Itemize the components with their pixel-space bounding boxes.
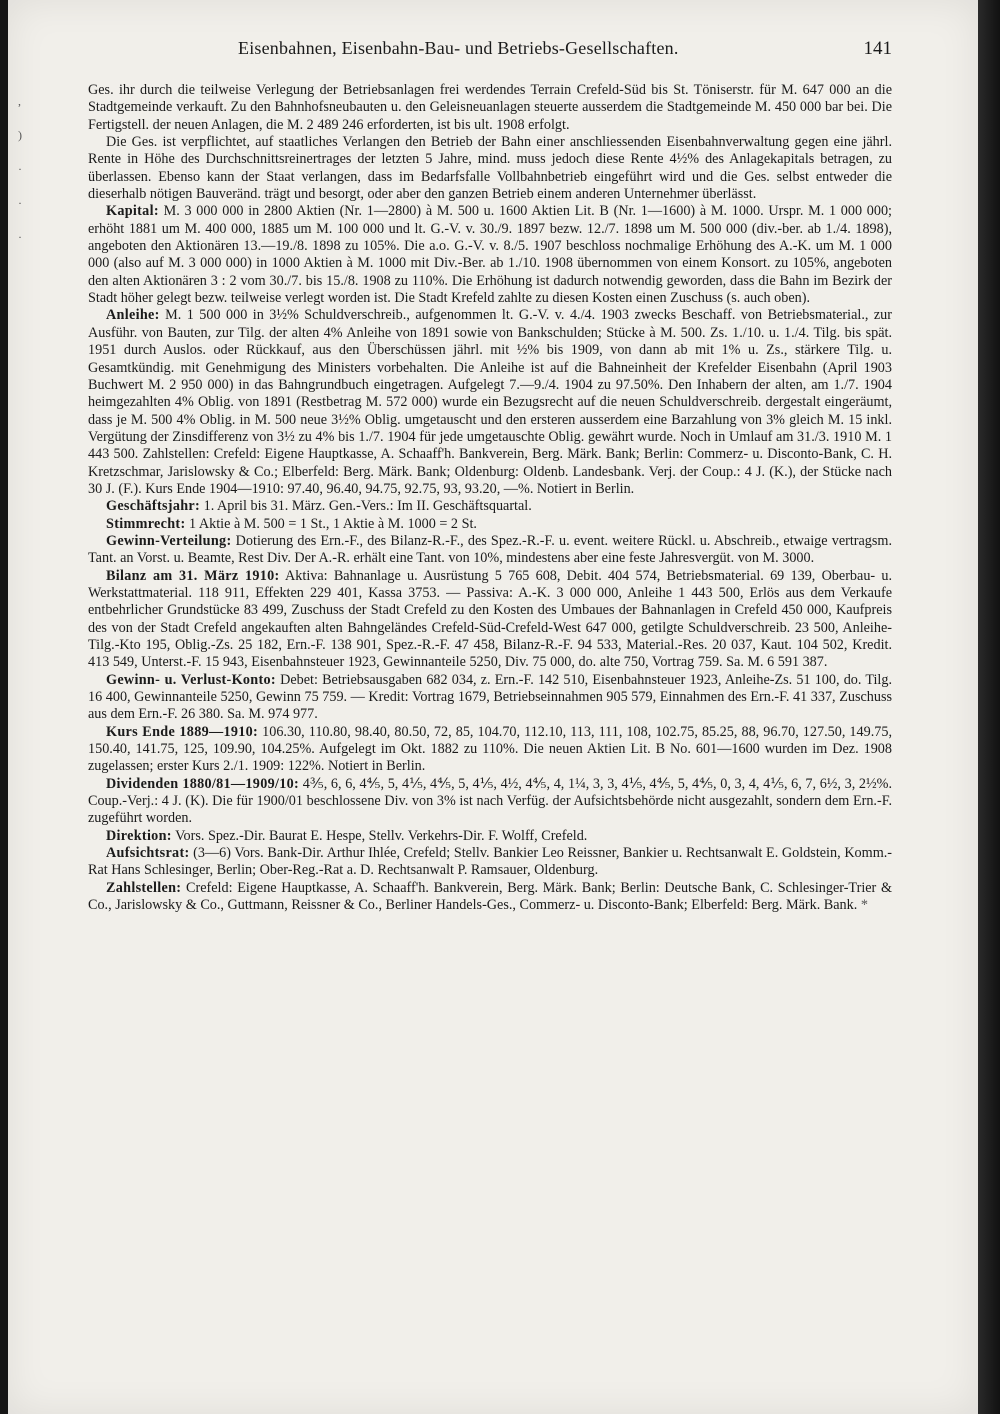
section-label: Bilanz am 31. März 1910: xyxy=(106,567,280,584)
paragraph-geschaeftsjahr xyxy=(88,498,892,515)
paragraph-zahlstellen xyxy=(88,880,892,915)
paragraph-dividenden xyxy=(88,776,892,828)
running-title: Eisenbahnen, Eisenbahn-Bau- und Betriebs-Gesellschaften. xyxy=(238,38,679,58)
section-label: Kapital: xyxy=(106,203,159,220)
paragraph-text: 1. April bis 31. März. Gen.-Vers.: Im II. Geschäftsquartal. xyxy=(203,498,532,515)
section-label: Geschäftsjahr: xyxy=(106,498,201,515)
section-label: Zahlstellen: xyxy=(106,879,182,896)
paragraph-bilanz xyxy=(88,568,892,672)
section-label: Stimmrecht: xyxy=(106,515,186,532)
section-label: Kurs Ende 1889—1910: xyxy=(106,723,259,740)
paragraph-rente xyxy=(88,134,892,203)
margin-mark: , xyxy=(18,94,21,108)
page-sheet xyxy=(8,0,978,1414)
paragraph-text: Die Ges. ist verpflichtet, auf staatliches Verlangen den Betrieb der Bahn einer anschliessenden Eisenbahnverwaltung gegen eine jährl. Rente in Höhe des Durchschnittsreinertrages der letzten 5 Jahre, mind. muss jedoch diese Rente 4½% des Anlagekapitals betragen, zu überlassen. Ebenso kann der Staat verlangen, dass im Bedarfsfalle Vollbahnbetrieb eingeführt wird und die Ges. selbst entweder die dieserhalb nötigen Bauveränd. trägt und besorgt, oder aber den ganzen Betrieb einem anderen Unternehmer überlässt. xyxy=(88,134,892,203)
section-label: Gewinn- u. Verlust-Konto: xyxy=(106,671,276,688)
page-number: 141 xyxy=(863,38,892,59)
paragraph-text: 106.30, 110.80, 98.40, 80.50, 72, 85, 104.70, 112.10, 113, 111, 108, 102.75, 85.25, 88, 96.70, 127.50, 149.75, 150.40, 141.75, 125, 109.90, 104.25%. Aufgelegt im Okt. 1882 zu 110%. Die neuen Aktien Lit. B No. 601—1600 wurden im Dez. 1908 zugelassen; erster Kurs 2./1. 1909: 122%. Notiert in Berlin. xyxy=(88,723,892,775)
margin-mark: · xyxy=(18,230,22,244)
running-header xyxy=(88,36,896,64)
paragraph-text: Debet: Betriebsausgaben 682 034, z. Ern.-F. 142 510, Eisenbahnsteuer 1923, Anleihe-Zs. 51 100, do. Tilg. 16 400, Gewinnanteile 5250, Gewinn 75 759. — Kredit: Vortrag 1679, Betriebseinnahmen 905 579, Einnahmen des Ern.-F. 41 337, Zuschuss aus dem Ern.-F. 26 380. Sa. M. 974 977. xyxy=(88,671,893,723)
section-label: Anleihe: xyxy=(106,307,160,324)
paragraph-gewinn-verlust xyxy=(88,672,892,724)
paragraph-text: 4⅗, 6, 6, 4⅘, 5, 4⅕, 4⅘, 5, 4⅕, 4½, 4⅘, 4, 1¼, 3, 3, 4⅕, 4⅘, 5, 4⅘, 0, 3, 4, 4⅕, 6, 7, 6½, 3, 2½%. Coup.-Verj.: 4 J. (K). Die für 1900/01 beschlossene Div. von 3% ist nach Verfüg. der Aufsichtsbehörde nicht ausgezahlt, sondern dem Ern.-F. zugeführt worden. xyxy=(88,775,892,827)
section-label: Gewinn-Verteilung: xyxy=(106,532,232,549)
paragraph-gewinn-verteilung xyxy=(88,533,892,568)
section-label: Aufsichtsrat: xyxy=(106,845,190,862)
margin-marks xyxy=(18,95,32,265)
paragraph-text: Crefeld: Eigene Hauptkasse, A. Schaaff'h. Bankverein, Berg. Märk. Bank; Berlin: Deutsche Bank, C. Schlesinger-Trier & Co., Jarislowsky & Co., Guttmann, Reissner & Co., Berliner Handels-Ges., Commerz- u. Disconto-Bank; Elberfeld: Berg. Märk. Bank. xyxy=(88,879,893,914)
paragraph-aufsichtsrat xyxy=(88,845,892,880)
paragraph-text: M. 1 500 000 in 3½% Schuldverschreib., aufgenommen lt. G.-V. v. 4./4. 1903 zwecks Beschaff. von Betriebsmaterial., zur Ausführ. von Bauten, zur Tilg. der alten 4% Anleihe von 1891 sowie von Bankschulden; Stücke à M. 500. Zs. 1./10. u. 1./4. Tilg. bis spät. 1951 durch Auslos. oder Rückkauf, aus den Überschüssen jährl. mit ½% bis 1909, von dann ab mit 1% u. Zs., stärkere Tilg. u. Gesamtkündig. mit Genehmigung des Ministers vorbehalten. Die Anleihe ist auf die Bahneinheit der Krefelder Eisenbahn (April 1903 Buchwert M. 2 950 000) in das Bahngrundbuch eingetragen. Aufgelegt 7.—9./4. 1904 zu 97.50%. Den Inhabern der alten, am 1./7. 1904 heimgezahlten 4% Oblig. von 1891 (Restbetrag M. 572 000) wurde ein Bezugsrecht auf die neuen Schuldverschreib. dergestalt eingeräumt, dass je M. 500 4% Oblig. in M. 500 neue 3½% Oblig. umgetauscht und den ersteren ausserdem eine Barzahlung von 3% gleich M. 15 inkl. Vergütung der Zinsdifferenz von 3½ zu 4% bis 1./7. 1904 für jede umgetauschte Oblig. gewährt wurde. Noch in Umlauf am 31./3. 1910 M. 1 443 500. Zahlstellen: Crefeld: Eigene Hauptkasse, A. Schaaff'h. Bankverein, Berg. Märk. Bank; Berlin: Commerz- u. Disconto-Bank, C. H. Kretzschmar, Jarislowsky & Co.; Elberfeld: Berg. Märk. Bank; Oldenburg: Oldenb. Landesbank. Verj. der Coup.: 4 J. (K.), der Stücke nach 30 J. (F.). Kurs Ende 1904—1910: 97.40, 96.40, 94.75, 92.75, 93, 93.20, —%. Notiert in Berlin. xyxy=(88,307,893,497)
margin-mark: · xyxy=(18,196,22,210)
margin-mark: ) xyxy=(18,128,22,142)
paragraph-text: Vors. Spez.-Dir. Baurat E. Hespe, Stellv. Verkehrs-Dir. F. Wolff, Crefeld. xyxy=(175,827,588,844)
paragraph-kurs xyxy=(88,724,892,776)
paragraph-text: Ges. ihr durch die teilweise Verlegung der Betriebsanlagen frei werdendes Terrain Crefeld-Süd bis St. Töniserstr. für M. 647 000 an die Stadtgemeinde verkauft. Zu den Bahnhofsneubauten u. den Geleisneuanlagen steuerte ausserdem die Stadtgemeinde M. 450 000 bar bei. Die Fertigstell. der neuen Anlagen, die M. 2 489 246 erforderten, ist bis ult. 1908 erfolgt. xyxy=(88,82,892,133)
margin-mark: · xyxy=(18,162,22,176)
document-body xyxy=(88,82,892,915)
paragraph-terrain xyxy=(88,82,892,134)
paragraph-direktion xyxy=(88,828,892,845)
paragraph-stimmrecht xyxy=(88,516,892,533)
paragraph-text: Aktiva: Bahnanlage u. Ausrüstung 5 765 608, Debit. 404 574, Betriebsmaterial. 69 139, Oberbau- u. Werkstattmaterial. 118 911, Effekten 229 401, Kassa 3753. — Passiva: A.-K. 3 000 000, Anleihe 1 443 500, Erlös aus dem Verkaufe entbehrlicher Grundstücke 83 499, Zuschuss der Stadt Crefeld zu den Kosten des Umbaues der Bahnanlagen in Crefeld 450 000, Kaufpreis des von der Stadt Crefeld angekauften alten Bahngeländes Crefeld-Süd-Crefeld-West 647 000, getilgte Schuldverschreib. 23 500, Anleihe-Tilg.-Kto 195, Oblig.-Zs. 25 182, Ern.-F. 138 901, Spez.-R.-F. 47 458, Bilanz-R.-F. 94 533, Material.-Res. 20 037, Kaut. 104 502, Kredit. 413 549, Unterst.-F. 15 943, Eisenbahnsteuer 1923, Gewinnanteile 5250, Div. 75 000, do. alte 750, Vortrag 759. Sa. M. 6 591 387. xyxy=(88,567,893,671)
scan-left-edge xyxy=(0,0,8,1414)
paragraph-text: 1 Aktie à M. 500 = 1 St., 1 Aktie à M. 1000 = 2 St. xyxy=(189,515,477,532)
paragraph-anleihe xyxy=(88,307,892,498)
section-label: Direktion: xyxy=(106,827,172,844)
section-label: Dividenden 1880/81—1909/10: xyxy=(106,775,300,792)
paragraph-text: Dotierung des Ern.-F., des Bilanz-R.-F., des Spez.-R.-F. u. event. weitere Rückl. u. Abschreib., etwaige vertragsm. Tant. an Vorst. u. Beamte, Rest Div. Der A.-R. erhält eine Tant. von 10%, mindestens aber eine feste Jahresvergüt. von M. 3000. xyxy=(88,532,892,567)
paragraph-kapital xyxy=(88,203,892,307)
scan-right-edge xyxy=(978,0,1000,1414)
end-mark: * xyxy=(860,897,868,914)
paragraph-text: (3—6) Vors. Bank-Dir. Arthur Ihlée, Crefeld; Stellv. Bankier Leo Reissner, Bankier u. Rechtsanwalt E. Goldstein, Komm.-Rat Hans Schlesinger, Berlin; Ober-Reg.-Rat a. D. Rechtsanwalt P. Ramsauer, Oldenburg. xyxy=(88,845,892,879)
paragraph-text: M. 3 000 000 in 2800 Aktien (Nr. 1—2800) à M. 500 u. 1600 Aktien Lit. B (Nr. 1—1600) à M. 1000. Urspr. M. 1 000 000; erhöht 1881 um M. 400 000, 1885 um M. 100 000 und lt. G.-V. v. 30./9. 1897 bezw. 12./7. 1898 um M. 500 000 (div.-ber. ab 1./4. 1898), angeboten den Aktionären 13.—19./8. 1898 zu 105%. Die a.o. G.-V. v. 8./5. 1907 beschloss nochmalige Erhöhung des A.-K. um M. 1 000 000 (also auf M. 3 000 000) in 1000 Aktien à M. 1000 mit Div.-Ber. ab 1./10. 1908 übernommen von einem Konsort. zu 105%, angeboten den alten Aktionären 3 : 2 vom 30./7. bis 15./8. 1908 zu 110%. Die Erhöhung ist dadurch notwendig geworden, dass die Bahn im Bezirk der Stadt höher gelegt bezw. teilweise verlegt worden ist. Die Stadt Krefeld zahlte zu diesen Kosten einen Zuschuss (s. auch oben). xyxy=(88,203,893,307)
